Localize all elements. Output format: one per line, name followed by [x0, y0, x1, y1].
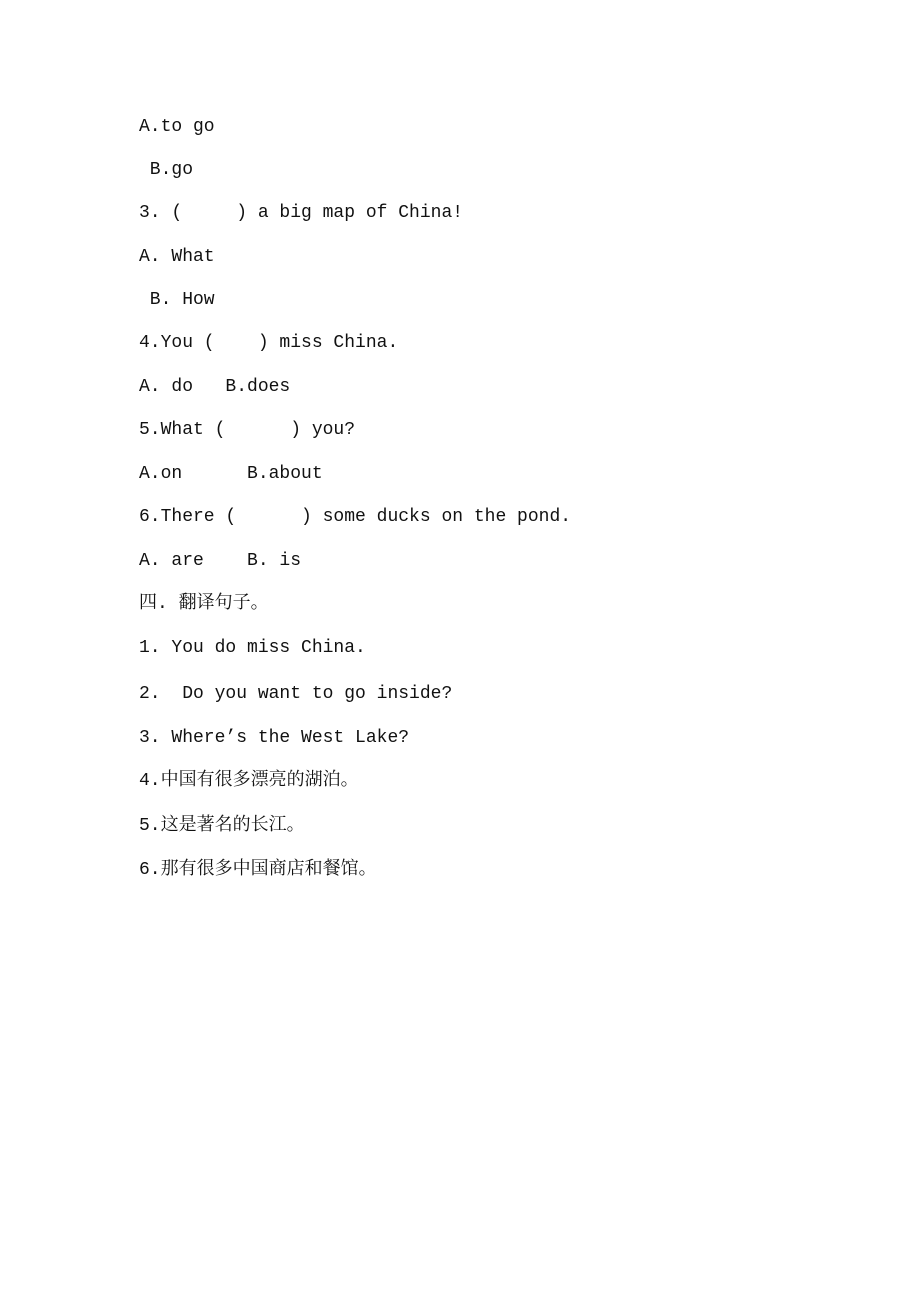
options-6: A. are B. is — [139, 551, 302, 571]
option-2b: B.go — [139, 160, 194, 180]
section-heading-translate: 四. 翻译句子。 — [139, 594, 269, 614]
translate-item-5: 5.这是著名的长江。 — [139, 816, 305, 836]
option-3b: B. How — [139, 290, 215, 310]
translate-item-3: 3. Where’s the West Lake? — [139, 728, 410, 748]
question-3: 3. ( ) a big map of China! — [139, 203, 464, 223]
option-2a: A.to go — [139, 117, 215, 137]
question-5: 5.What ( ) you? — [139, 420, 356, 440]
question-4: 4.You ( ) miss China. — [139, 333, 399, 353]
translate-item-6: 6.那有很多中国商店和餐馆。 — [139, 860, 377, 880]
translate-item-1: 1. You do miss China. — [139, 638, 366, 658]
translate-item-4: 4.中国有很多漂亮的湖泊。 — [139, 771, 359, 791]
translate-item-2: 2. Do you want to go inside? — [139, 684, 453, 704]
options-5: A.on B.about — [139, 464, 323, 484]
option-3a: A. What — [139, 247, 215, 267]
question-6: 6.There ( ) some ducks on the pond. — [139, 507, 572, 527]
options-4: A. do B.does — [139, 377, 291, 397]
